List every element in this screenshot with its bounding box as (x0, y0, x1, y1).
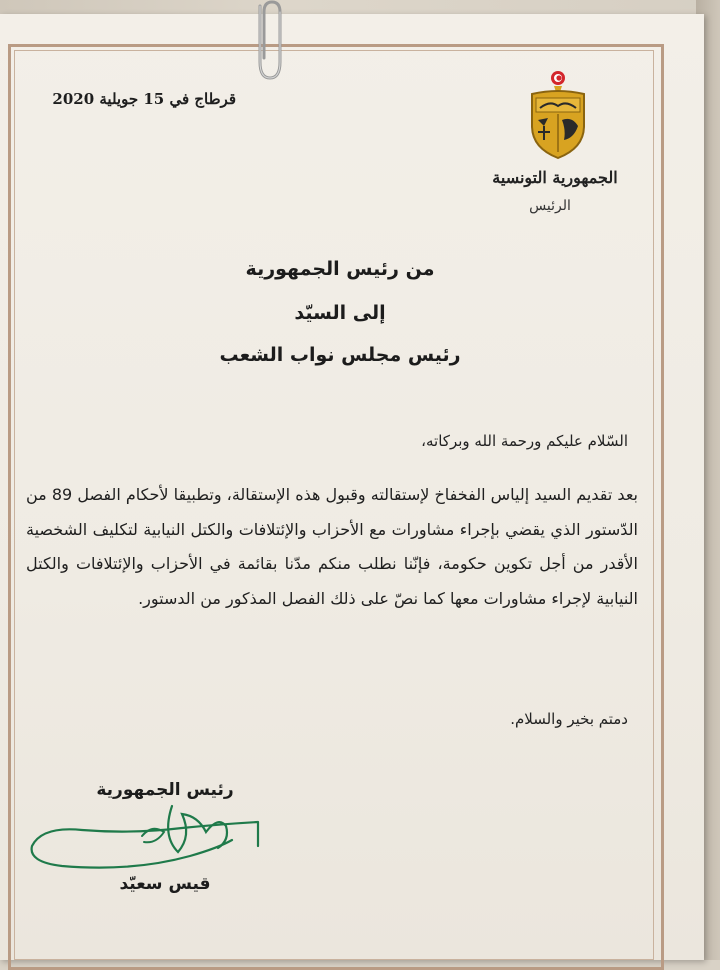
office-title: الرئيس (529, 198, 571, 214)
greeting: السّلام عليكم ورحمة الله وبركاته، (421, 432, 628, 450)
republic-name: الجمهورية التونسية (492, 168, 618, 187)
sender-line: من رئيس الجمهورية (245, 258, 435, 280)
letter-body: بعد تقديم السيد إلياس الفخفاخ لإستقالته وقبول هذه الإستقالة، وتطبيقا لأحكام الفصل 89 من الدّستور الذي يقضي بإجراء مشاورات مع الأحزاب والإئتلافات والكتل النيابية لتكليف الشخصية الأقدر من أجل تكوين حكومة، فإنّنا نطلب منكم مدّنا بقائمة في الأحزاب والإئتلافات والكتل النيابية لإجراء مشاورات معها كما نصّ على ذلك الفصل المذكور من الدستور. (26, 485, 638, 608)
letter-date: قرطاج في 15 جويلية 2020 (52, 90, 236, 108)
signatory-title: رئيس الجمهورية (96, 780, 234, 800)
paperclip-icon (246, 0, 292, 86)
recipient-line: رئيس مجلس نواب الشعب (219, 344, 461, 366)
signatory-name: قيس سعيّد (119, 874, 211, 894)
closing-line: دمتم بخير والسلام. (510, 710, 628, 728)
handwritten-signature (22, 796, 272, 876)
addressee-line: إلى السيّد (294, 302, 386, 324)
coat-of-arms-icon (524, 68, 592, 160)
